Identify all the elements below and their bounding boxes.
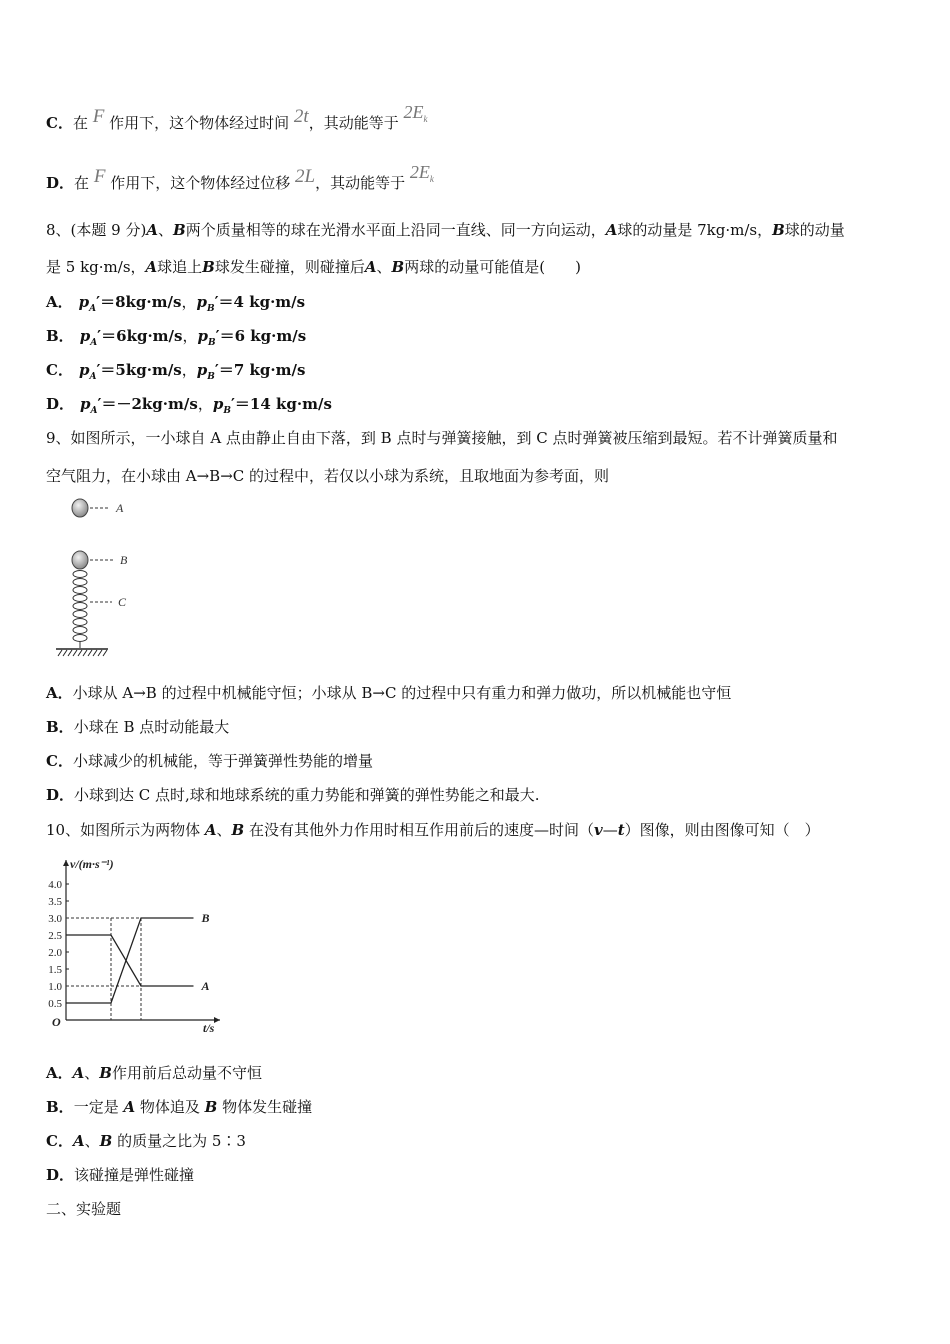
momentum-a: 6kg·m/s bbox=[116, 327, 183, 345]
ball-at-b bbox=[72, 551, 88, 569]
y-tick-label: 4.0 bbox=[48, 879, 62, 891]
comma: ， bbox=[181, 293, 197, 311]
q8-option bbox=[46, 326, 306, 353]
y-axis-arrow bbox=[63, 860, 69, 866]
subscript: A bbox=[89, 304, 97, 314]
y-tick-label: 1.0 bbox=[48, 981, 62, 993]
q10-stem: 10、如图所示为两物体 A、B 在没有其他外力作用时相互作用前后的速度—时间（v—t）图像，则由图像可知（ ） bbox=[46, 821, 820, 839]
q10-option bbox=[46, 1165, 194, 1185]
series-line-a bbox=[66, 935, 194, 986]
series-label-b: B bbox=[201, 911, 210, 925]
equals: ′＝ bbox=[214, 293, 234, 311]
q9-option bbox=[46, 751, 373, 771]
y-tick-label: 2.5 bbox=[48, 930, 62, 942]
option-text-part: 、 bbox=[84, 1064, 100, 1082]
option-label: C． bbox=[46, 361, 73, 379]
x-axis-arrow bbox=[214, 1017, 220, 1023]
subscript: A bbox=[89, 372, 97, 382]
option-label: D． bbox=[46, 395, 75, 413]
vt-chart bbox=[40, 852, 240, 1037]
option-text: 小球在 B 点时动能最大 bbox=[73, 718, 230, 736]
option-text: 小球减少的机械能，等于弹簧弹性势能的增量 bbox=[72, 752, 373, 770]
y-tick-label: 3.0 bbox=[48, 913, 62, 925]
series-line-b bbox=[66, 918, 194, 1003]
option-text-part: B bbox=[99, 1064, 112, 1082]
q7-option-d: D．在 F 作用下，这个物体经过位移 2L，其动能等于 $2E_k$ bbox=[46, 162, 434, 192]
spring-coil bbox=[73, 571, 87, 649]
momentum-b: 6 kg·m/s bbox=[234, 327, 307, 345]
momentum-symbol: p bbox=[196, 293, 207, 311]
option-label: C． bbox=[46, 752, 73, 770]
x-axis-label: t/s bbox=[203, 1021, 215, 1035]
option-label: D． bbox=[46, 1166, 75, 1184]
q8-option bbox=[46, 292, 305, 319]
q8-stem-line2: 是 5 kg·m/s，A球追上B球发生碰撞，则碰撞后A、B两球的动量可能值是( ) bbox=[46, 258, 581, 276]
y-axis-label: v/(m·s⁻¹) bbox=[70, 857, 114, 871]
option-label: A． bbox=[46, 1064, 73, 1082]
comma: ， bbox=[182, 327, 198, 345]
q9-stem-line1: 9、如图所示，一小球自 A 点由静止自由下落，到 B 点时与弹簧接触，到 C 点时弹簧被压缩到最短。若不计弹簧质量和 bbox=[46, 429, 838, 447]
option-label: B． bbox=[46, 327, 74, 345]
q9-option bbox=[46, 683, 731, 703]
option-text-part: A bbox=[72, 1064, 85, 1082]
equals: ′＝ bbox=[96, 293, 116, 311]
momentum-symbol: p bbox=[80, 395, 91, 413]
subscript: B bbox=[207, 372, 215, 382]
y-tick-label: 3.5 bbox=[48, 896, 62, 908]
q10-option bbox=[46, 1063, 262, 1083]
option-label: D． bbox=[46, 786, 75, 804]
option-text: 小球从 A→B 的过程中机械能守恒；小球从 B→C 的过程中只有重力和弹力做功，所以机械能也守恒 bbox=[72, 684, 732, 702]
q9-option bbox=[46, 717, 229, 737]
label-c: C bbox=[118, 595, 127, 609]
q7-option-c: C．在 F 作用下，这个物体经过时间 2t，其动能等于 $2E_k$ bbox=[46, 102, 428, 132]
option-text-part: 的质量之比为 5∶3 bbox=[112, 1132, 246, 1150]
momentum-symbol: p bbox=[196, 361, 208, 379]
option-text-part: A bbox=[72, 1132, 85, 1150]
equals: ′＝ bbox=[230, 395, 250, 413]
subscript: B bbox=[206, 304, 215, 314]
ball-at-a bbox=[72, 499, 88, 517]
section-experiment-title: 二、实验题 bbox=[46, 1200, 122, 1218]
momentum-symbol: p bbox=[78, 293, 90, 311]
momentum-a: －2kg·m/s bbox=[116, 395, 198, 413]
q9-option bbox=[46, 785, 540, 805]
option-text-part: 作用前后总动量不守恒 bbox=[111, 1064, 262, 1082]
momentum-symbol: p bbox=[197, 327, 208, 345]
momentum-symbol: p bbox=[212, 395, 224, 413]
y-tick-label: 1.5 bbox=[48, 964, 62, 976]
comma: ， bbox=[181, 361, 197, 379]
comma: ， bbox=[197, 395, 213, 413]
momentum-a: 8kg·m/s bbox=[115, 293, 182, 311]
subscript: A bbox=[90, 338, 98, 348]
equals: ′＝ bbox=[96, 361, 116, 379]
option-text-part: 、 bbox=[84, 1132, 100, 1150]
momentum-a: 5kg·m/s bbox=[115, 361, 182, 379]
ground bbox=[56, 649, 108, 656]
option-text-part: 物体追及 bbox=[135, 1098, 205, 1116]
option-label: B． bbox=[46, 718, 74, 736]
subscript: B bbox=[208, 338, 216, 348]
momentum-symbol: p bbox=[78, 361, 90, 379]
origin-label: O bbox=[52, 1015, 61, 1029]
equals: ′＝ bbox=[97, 395, 117, 413]
q10-option bbox=[46, 1131, 246, 1151]
option-label: B． bbox=[46, 1098, 74, 1116]
q8-stem-line1: 8、(本题 9 分)A、B两个质量相等的球在光滑水平面上沿同一直线、同一方向运动，A球的动量是 7kg·m/s，B球的动量 bbox=[46, 221, 845, 239]
option-label: A． bbox=[46, 293, 73, 311]
subscript: B bbox=[223, 406, 231, 416]
equals: ′＝ bbox=[214, 361, 234, 379]
momentum-b: 4 kg·m/s bbox=[233, 293, 306, 311]
option-text-part: B bbox=[204, 1098, 218, 1116]
option-text-part: 一定是 bbox=[73, 1098, 124, 1116]
option-text-part: 该碰撞是弹性碰撞 bbox=[74, 1166, 195, 1184]
subscript: A bbox=[90, 406, 98, 416]
momentum-b: 14 kg·m/s bbox=[249, 395, 332, 413]
y-tick-label: 0.5 bbox=[48, 998, 62, 1010]
equals: ′＝ bbox=[215, 327, 235, 345]
option-text-part: B bbox=[99, 1132, 113, 1150]
q9-stem-line2: 空气阻力，在小球由 A→B→C 的过程中，若仅以小球为系统，且取地面为参考面，则 bbox=[46, 467, 610, 485]
q8-option bbox=[46, 360, 305, 387]
series-label-a: A bbox=[201, 979, 210, 993]
q8-option bbox=[46, 394, 332, 421]
option-text-part: A bbox=[123, 1098, 136, 1116]
option-label: C． bbox=[46, 1132, 73, 1150]
y-tick-label: 2.0 bbox=[48, 947, 62, 959]
option-label: A． bbox=[46, 684, 73, 702]
option-text: 小球到达 C 点时,球和地球系统的重力势能和弹簧的弹性势能之和最大. bbox=[74, 786, 540, 804]
momentum-symbol: p bbox=[79, 327, 91, 345]
label-b: B bbox=[120, 553, 128, 567]
label-a: A bbox=[116, 501, 124, 515]
equals: ′＝ bbox=[97, 327, 117, 345]
momentum-b: 7 kg·m/s bbox=[233, 361, 306, 379]
option-text-part: 物体发生碰撞 bbox=[217, 1098, 313, 1116]
spring-ball-figure bbox=[50, 494, 150, 660]
q10-option bbox=[46, 1097, 312, 1117]
